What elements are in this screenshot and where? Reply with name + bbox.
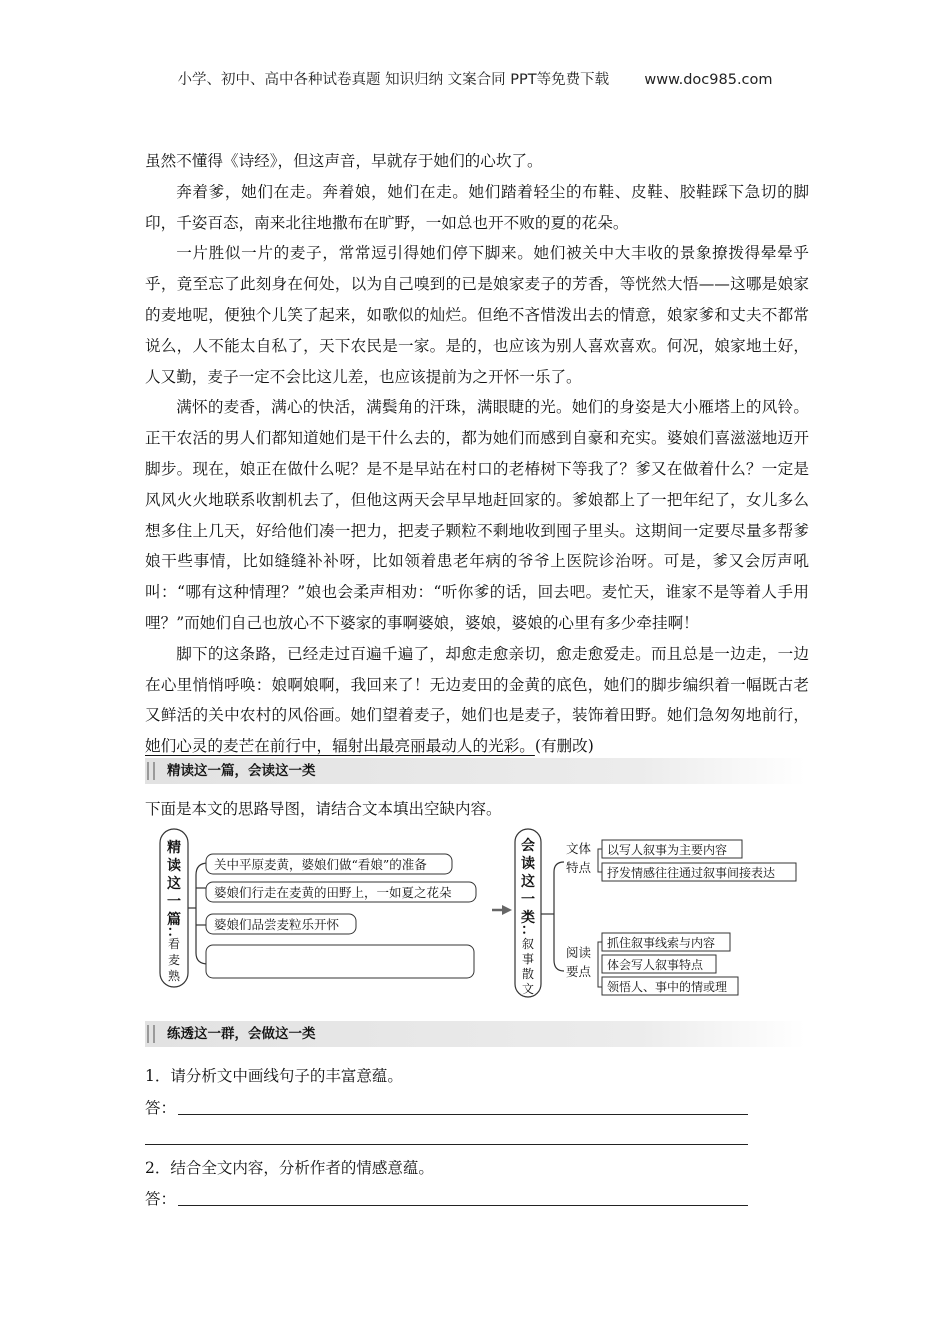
group2-label: 要点: [566, 964, 592, 979]
right-title-char: 类: [521, 910, 535, 926]
header-url[interactable]: www.doc985.com: [644, 72, 773, 88]
group2-item-text: 领悟人、事中的情或理: [607, 980, 728, 994]
answer-label-2: 答：: [145, 1190, 177, 1208]
paragraph-3: 一片胜似一片的麦子，常常逗引得她们停下脚来。她们被关中大丰收的景象撩拨得晕晕乎乎，竟至忘了此刻身在何处，以为自己嗅到的已是娘家麦子的芳香，等恍然大悟——这哪是娘家的麦地呢，便独个儿笑了起来，如歌似的灿烂。但绝不吝惜泼出去的情意，娘家爹和丈夫不都常说么，人不能太自私了，天下农民是一家。是的，也应该为别人喜欢喜欢。何况，娘家地土好，人又勤，麦子一定不会比这儿差，也应该提前为之开怀一乐了。: [145, 244, 809, 386]
right-title-char: 事: [521, 952, 535, 966]
right-title: [521, 837, 535, 996]
section-title-read: 精读这一篇，会读这一类: [167, 763, 316, 779]
section-banner-read: [145, 758, 805, 784]
group2-label: 阅读: [566, 945, 592, 960]
banner-bars-icon: [147, 762, 155, 780]
answer-line-2a[interactable]: [178, 1205, 748, 1206]
paragraph-1: 虽然不懂得《诗经》，但这声音，早就存于她们的心坎了。: [145, 152, 543, 170]
left-title-char: 看: [167, 937, 181, 951]
left-title-char: 精: [167, 840, 181, 856]
right-title-char: 文: [521, 982, 535, 996]
underlined-sentence: 她们心灵的麦芒在前行中，辐射出最亮丽最动人的光彩。: [145, 737, 535, 756]
right-title-char: 这: [521, 874, 535, 890]
question-2: 2．结合全文内容，分析作者的情感意蕴。: [145, 1159, 434, 1177]
right-title-char: 读: [521, 856, 535, 872]
paragraph-5-text: 脚下的这条路，已经走过百遍千遍了，却愈走愈亲切，愈走愈爱走。而且总是一边走，一边在心里悄悄呼唤：娘啊娘啊，我回来了！无边麦田的金黄的底色，她们的脚步编织着一幅既古老又鲜活的关中农村的风俗画。她们望着麦子，她们也是麦子，装饰着田野。她们急匆匆地前行，: [145, 644, 809, 725]
section-title-practice: 练透这一群，会做这一类: [167, 1026, 316, 1042]
left-item-text: 婆娘们行走在麦黄的田野上，一如夏之花朵: [214, 885, 452, 900]
paragraph-4: 满怀的麦香，满心的快活，满鬓角的汗珠，满眼睫的光。她们的身姿是大小雁塔上的风铃。正干农活的男人们都知道她们是干什么去的，都为她们而感到自豪和充实。婆娘们喜滋滋地迈开脚步。现在，娘正在做什么呢？是不是早站在村口的老椿树下等我了？爹又在做着什么？一定是风风火火地联系收割机去了，但他这两天会早早地赶回家的。爹娘都上了一把年纪了，女儿多么想多住上几天，好给他们凑一把力，把麦子颗粒不剩地收到囤子里头。这期间一定要尽量多帮爹娘干些事情，比如缝缝补补呀，比如领着患老年病的爷爷上医院诊治呀。可是，爹又会厉声吼叫：“哪有这种情理？”娘也会柔声相劝：“听你爹的话，回去吧。麦忙天，谁家不是等着人手用哩？”而她们自己也放心不下婆家的事啊婆娘，婆娘，婆娘的心里有多少牵挂啊！: [145, 398, 809, 632]
right-title-char: 会: [521, 838, 535, 854]
left-item-text: 关中平原麦黄，婆娘们做“看娘”的准备: [214, 857, 427, 872]
left-title-char: 读: [167, 858, 181, 874]
article-body: [145, 146, 809, 762]
mind-map-diagram: [158, 826, 808, 1001]
group2-item-text: 体会写人叙事特点: [607, 958, 704, 972]
right-title-char: ：: [521, 922, 535, 938]
paragraph-5: [145, 639, 809, 762]
group1-item-text: 抒发情感往往通过叙事间接表达: [607, 866, 776, 880]
left-title-char: 一: [167, 894, 181, 910]
group2-item-text: 抓住叙事线索与内容: [607, 936, 716, 950]
answer-line-1b[interactable]: [145, 1144, 748, 1145]
answer-label-1: 答：: [145, 1099, 177, 1117]
source-note: (有删改): [534, 737, 594, 756]
left-title-char: 这: [167, 876, 181, 892]
left-title-char: 熟: [167, 969, 181, 983]
arrow-right-icon: [502, 905, 512, 915]
right-title-char: 散: [521, 967, 535, 981]
diagram-intro: 下面是本文的思路导图，请结合文本填出空缺内容。: [145, 800, 502, 818]
left-title-char: ：: [167, 924, 181, 940]
right-brace: [554, 862, 564, 971]
group1-label: 文体: [566, 841, 592, 856]
group1-item-text: 以写人叙事为主要内容: [607, 843, 728, 857]
paragraph-2: 奔着爹，她们在走。奔着娘，她们在走。她们踏着轻尘的布鞋、皮鞋、胶鞋踩下急切的脚印，千姿百态，南来北往地撒布在旷野，一如总也开不败的夏的花朵。: [145, 182, 809, 232]
left-title-char: 篇: [167, 912, 181, 928]
left-item-text: 婆娘们品尝麦粒乐开怀: [214, 917, 340, 932]
right-title-char: 一: [521, 892, 535, 908]
header-text: 小学、初中、高中各种试卷真题 知识归纳 文案合同 PPT等免费下载: [177, 72, 610, 88]
question-1: 1．请分析文中画线句子的丰富意蕴。: [145, 1067, 403, 1085]
group1-label: 特点: [566, 860, 592, 875]
answer-blank-box[interactable]: [206, 945, 474, 978]
page-header: [0, 68, 950, 89]
left-title-char: 麦: [167, 953, 181, 967]
right-title-char: 叙: [521, 937, 535, 951]
section-banner-practice: [145, 1021, 805, 1047]
answer-line-1a[interactable]: [178, 1114, 748, 1115]
banner-bars-icon: [147, 1025, 155, 1043]
